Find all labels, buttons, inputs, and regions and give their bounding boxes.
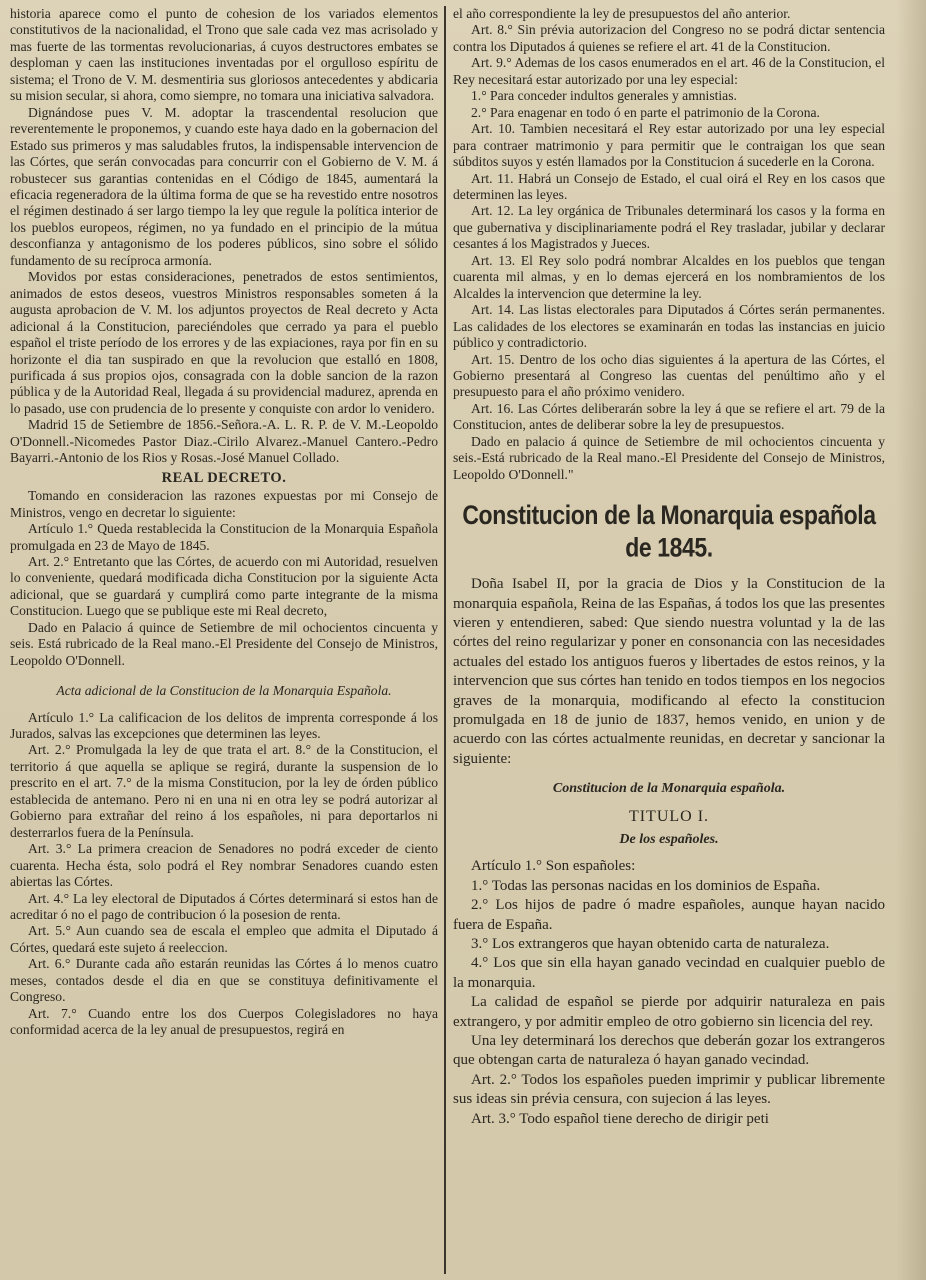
- intro-paragraph: historia aparece como el punto de cohesion de los variados elementos constitutivos de la nacionalidad, el Trono que sale cada vez mas acrisolado y mas fuerte de las tormentas revolucionarias, á cuyos destructores embates se desploman y caen las instituciones inventadas por el orgulloso espíritu de sistema; el Trono de V. M. desmentiria sus gloriosos antecedentes y abdicaria su mision secular, si ahora, como siempre, no tomara una iniciativa salvadora.: [10, 6, 438, 104]
- acta-article: Art. 2.° Promulgada la ley de que trata el art. 8.° de la Constitucion, el territorio á que aquella se aplique se regirá, durante la suspension de lo prescrito en el art. 7.° de la misma Constitucion, por la ley de órden público establecida de antemano. Pero ni en una ni en otra ley se podrá autorizar al Gobierno para extrañar del reino á los españoles, ni para deportarlos ni desterrarlos fuera de la Península.: [10, 742, 438, 840]
- acta-article: Art. 7.° Cuando entre los dos Cuerpos Colegisladores no haya conformidad acerca de la ley anual de presupuestos, regirá en: [10, 1005, 438, 1038]
- acta-article-continued: el año correspondiente la ley de presupuestos del año anterior.: [453, 6, 791, 21]
- preamble-paragraph: Doña Isabel II, por la gracia de Dios y la Constitucion de la monarquia española, Reina de las Españas, á todos los que las presentes vieren y entendieren, sabed: Que siendo nuestra voluntad y la de las córtes del reino regularizar y poner en consonancia con las necesidades actuales del estado los antiguos fueros y libertades de estos reinos, y la intervencion que sus córtes han tenido en todos tiempos en los negocios graves de la monarquia, modificando al efecto la constitucion promulgada en 18 de junio de 1837, hemos venido, en union y de acuerdo con las córtes actualmente reunidas, en decretar y sancionar la siguiente:: [453, 576, 885, 767]
- constitution-article: 2.° Los hijos de padre ó madre españoles, aunque hayan nacido fuera de España.: [453, 897, 885, 933]
- real-decreto-heading: REAL DECRETO.: [161, 469, 287, 486]
- acta-article: Art. 15. Dentro de los ocho dias siguientes á la apertura de las Córtes, el Gobierno presentará al Congreso las cuentas del penúltimo año y el presupuesto para el año próximo venidero.: [453, 351, 885, 400]
- acta-article: Art. 6.° Durante cada año estarán reunidas las Córtes á lo menos cuatro meses, contados desde el dia en que se constituya definitivamente el Congreso.: [10, 956, 438, 1005]
- acta-article: Art. 4.° La ley electoral de Diputados á Córtes determinará si estos han de acreditar ó no el pago de contribucion ó la posesion de renta.: [10, 890, 438, 923]
- acta-article: Art. 16. Las Córtes deliberarán sobre la ley á que se refiere el art. 79 de la Constitucion, antes de deliberar sobre la ley de presupuestos.: [453, 400, 885, 433]
- acta-article: Art. 14. Las listas electorales para Diputados á Córtes serán permanentes. Las calidades de los electores se examinarán en todas las instancias en juicio público y contradictorio.: [453, 302, 885, 351]
- constitution-article: 3.° Los extrangeros que hayan obtenido carta de naturaleza.: [471, 936, 830, 953]
- acta-article: Art. 11. Habrá un Consejo de Estado, el cual oirá el Rey en los casos que determinen las leyes.: [453, 170, 885, 202]
- left-column: [10, 6, 438, 1276]
- constitution-article: 4.° Los que sin ella hayan ganado vecindad en cualquier pueblo de la monarquia.: [453, 955, 885, 991]
- acta-article: Art. 5.° Aun cuando sea de escala el empleo que admita el Diputado á Córtes, quedará este sujeto á reeleccion.: [10, 923, 438, 955]
- constitution-article: Art. 2.° Todos los españoles pueden imprimir y publicar libremente sus ideas sin prévia censura, con sujecion á las leyes.: [453, 1071, 885, 1108]
- page-edge-shadow: [896, 0, 926, 1280]
- acta-article: Art. 13. El Rey solo podrá nombrar Alcaldes en los pueblos que tengan cuarenta mil almas, y en lo demas ejercerá en los nombramientos de los Alcaldes la intervencion que determine la ley.: [453, 252, 885, 301]
- constitution-article: La calidad de español se pierde por adquirir naturaleza en pais extrangero, y por admitir empleo de otro gobierno sin licencia del rey.: [453, 994, 885, 1030]
- decree-paragraph: Dado en Palacio á quince de Setiembre de mil ochocientos cincuenta y seis. Está rubricado de la Real mano.-El Presidente del Consejo de Ministros, Leopoldo O'Donnell.: [10, 619, 438, 668]
- acta-article: Art. 3.° La primera creacion de Senadores no podrá exceder de ciento cuarenta. Hecha ésta, solo podrá el Rey nombrar Senadores cuando esten abiertas las Córtes.: [10, 841, 438, 890]
- signature-paragraph: Madrid 15 de Setiembre de 1856.-Señora.-A. L. R. P. de V. M.-Leopoldo O'Donnell.-Nicomedes Pastor Diaz.-Cirilo Alvarez.-Manuel Cantero.-Pedro Bayarri.-Antonio de los Rios y Rosas.-José Manuel Collado.: [10, 417, 438, 466]
- acta-article-item: 1.° Para conceder indultos generales y amnistias.: [471, 88, 737, 104]
- acta-article: Art. 12. La ley orgánica de Tribunales determinará los casos y la forma en que gubernativa y disciplinariamente podrá el Rey trasladar, jubilar y declarar cesantes á los Magistrados y Jueces.: [453, 203, 885, 252]
- acta-article-item: 2.° Para enagenar en todo ó en parte el patrimonio de la Corona.: [471, 104, 820, 120]
- right-column: [453, 6, 885, 1276]
- acta-article: Art. 9.° Ademas de los casos enumerados en el art. 46 de la Constitucion, el Rey necesitará estar autorizado por una ley especial:: [453, 55, 885, 87]
- acta-heading: Acta adicional de la Constitucion de la Monarquia Española.: [56, 683, 392, 699]
- acta-article: Art. 10. Tambien necesitará el Rey estar autorizado por una ley especial para contraer matrimonio y para permitir que le contraigan los que sean súbditos suyos y estén llamados por la Constitucion á sucederle en la Corona.: [453, 121, 885, 170]
- constitution-title: Constitucion de la Monarquia española de 1845.: [462, 500, 876, 563]
- acta-article: Artículo 1.° La calificacion de los delitos de imprenta corresponde á los Jurados, salvas las excepciones que determinen las leyes.: [10, 709, 438, 742]
- constitution-body: [453, 575, 885, 1129]
- titulo-subheading: De los españoles.: [619, 832, 719, 848]
- constitution-article: Artículo 1.° Son españoles:: [471, 858, 636, 875]
- column-divider: [444, 6, 446, 1274]
- acta-article: Art. 8.° Sin prévia autorizacion del Congreso no se podrá dictar sentencia contra los Diputados á quienes se refiere el art. 41 de la Constitucion.: [453, 22, 885, 54]
- constitution-heading: Constitucion de la Monarquia española.: [552, 781, 786, 797]
- decree-paragraph: Tomando en consideracion las razones expuestas por mi Consejo de Ministros, vengo en decretar lo siguiente:: [10, 488, 438, 520]
- constitution-article: Una ley determinará los derechos que deberán gozar los extrangeros que obtengan carta de naturaleza ó hayan ganado vecindad.: [453, 1033, 885, 1069]
- decree-paragraph: Art. 2.° Entretanto que las Córtes, de acuerdo con mi Autoridad, resuelven lo conveniente, quedará modificada dicha Constitucion por la siguiente Acta adicional, que se guardará y cumplirá como parte integrante de la misma Constitucion. Luego que se publique este mi Real decreto,: [10, 553, 438, 619]
- constitution-article: Art. 3.° Todo español tiene derecho de dirigir peti: [471, 1110, 769, 1127]
- constitution-article: 1.° Todas las personas nacidas en los dominios de España.: [471, 877, 821, 894]
- intro-paragraph: Dignándose pues V. M. adoptar la trascendental resolucion que reverentemente le proponemos, y cuando este haya dado en la gobernacion del Estado sus primeros y mas saludables frutos, la indispensable intervencion de las Córtes, que serán convocadas para concurrir con el Gobierno de V. M. á robustecer sus garantias contenidas en el Código de 1845, aumentará la eficacia regeneradora de la última forma de que se ha revestido entre nosotros el régimen destinado á ser largo tiempo la ley que regule la política interior de los pueblos europeos, régimen, no ya fundado en el principio de la mútua desconfianza y antagonismo de los poderes públicos, sino sobre el sólido fundamento de su recíproca armonía.: [10, 104, 438, 268]
- decree-paragraph: Artículo 1.° Queda restablecida la Constitucion de la Monarquia Española promulgada en 23 de Mayo de 1845.: [10, 521, 438, 553]
- titulo-heading: TITULO I.: [628, 807, 710, 825]
- acta-signature: Dado en palacio á quince de Setiembre de mil ochocientos cincuenta y seis.-Está rubricado de la Real mano.-El Presidente del Consejo de Ministros, Leopoldo O'Donnell.": [453, 433, 885, 482]
- intro-paragraph: Movidos por estas consideraciones, penetrados de estos sentimientos, animados de estos deseos, vuestros Ministros responsables someten á la augusta aprobacion de V. M. los adjuntos proyectos de Real decreto y Acta adicional á la Constitucion, pareciéndoles que cerrado ya para el pueblo español el triste período de los errores y de las expiaciones, raya por fin en su horizonte el dia tan suspirado en que la revolucion que estalló en 1808, purificada á sus propios ojos, consagrada con la doble sancion de la razon pública y de la Autoridad Real, llegada á su providencial madurez, aprenda en lo pasado, use con prudencia de lo presente y conquiste con ardor lo venidero.: [10, 269, 438, 416]
